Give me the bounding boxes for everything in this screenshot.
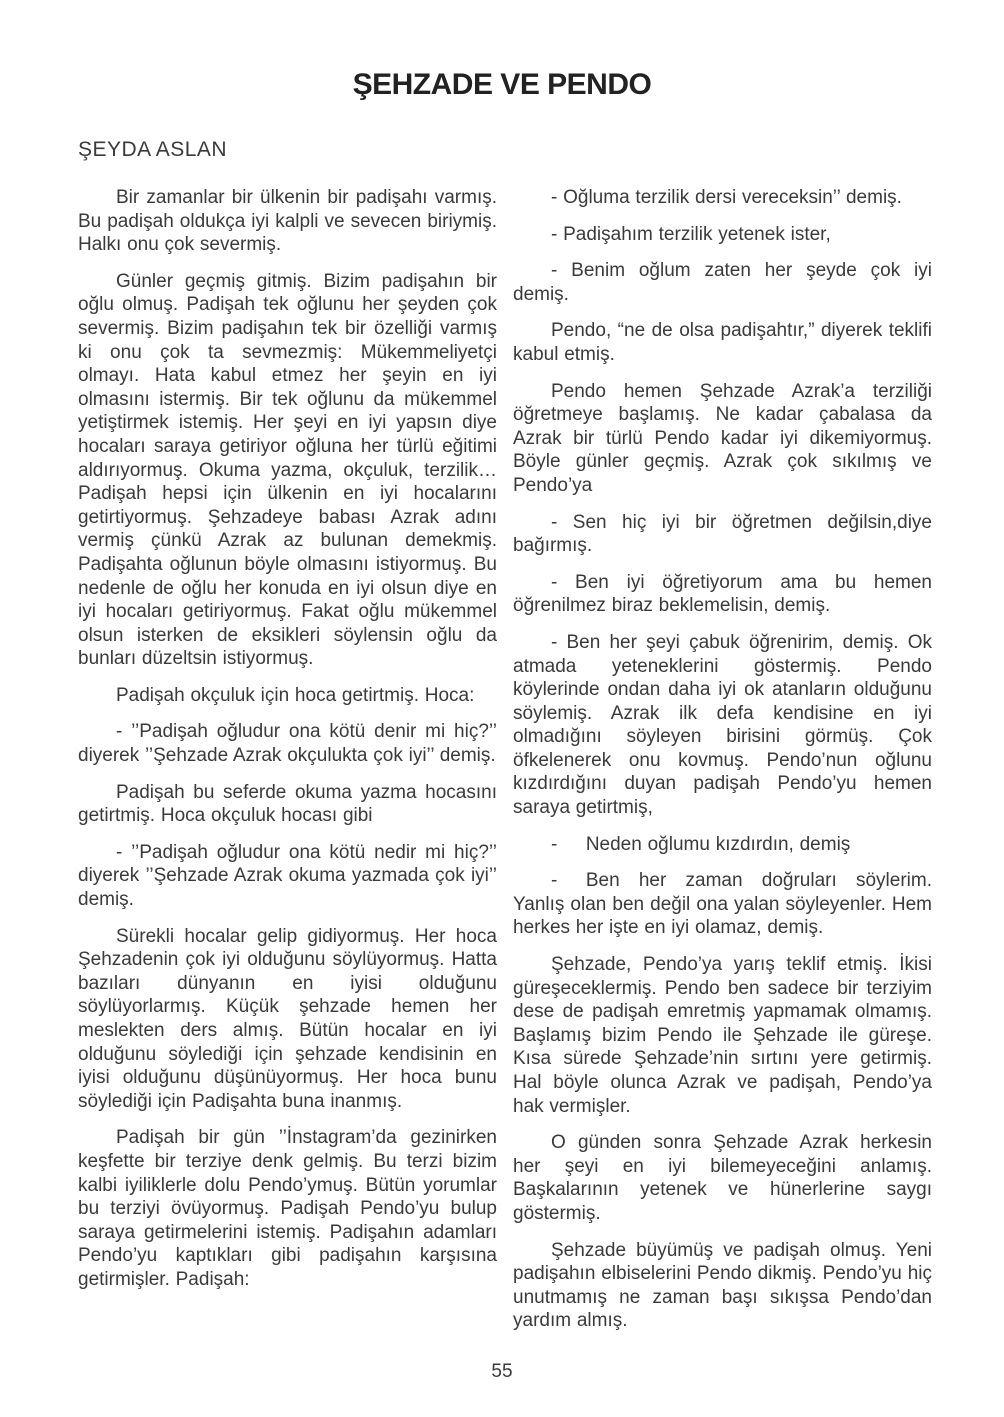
- page-number: 55: [491, 1361, 513, 1382]
- paragraph-dialogue: - Ben her zaman doğruları söylerim. Yanlış olan ben değil ona yalan söyleyenler. Hem herkes her işte en iyi olamaz, demiş.: [513, 870, 932, 939]
- paragraph-dialogue: - ’’Padişah oğludur ona kötü denir mi hiç?’’ diyerek ’’Şehzade Azrak okçulukta çok iyi’’ demiş.: [78, 721, 497, 767]
- text-columns: [78, 186, 932, 1346]
- paragraph-dialogue: - Padişahım terzilik yetenek ister,: [551, 223, 831, 245]
- paragraph: Padişah bir gün ’’İnstagram’da gezinirken keşfette bir terziye denk gelmiş. Bu terzi bizim kalbi iyiliklerle dolu Pendo’ymuş. Bütün yorumlar bu terziyi övüyormuş. Padişah Pendo’yu bulup saraya getirmelerini istemiş. Padişahın adamları Pendo’yu kaptıkları gibi padişahın karşısına getirmişler. Padişah:: [78, 1127, 497, 1290]
- paragraph: Şehzade, Pendo’ya yarış teklif etmiş. İkisi güreşeceklermiş. Pendo ben sadece bir terziyim dese de padişah emretmiş yapmamak olmamış. Başlamış bizim Pendo ile Şehzade ile güreşe. Kısa sürede Şehzade’nin sırtını yere getirmiş. Hal böyle olunca Azrak ve padişah, Pendo’ya hak vermişler.: [513, 954, 932, 1117]
- paragraph-dialogue: - Benim oğlum zaten her şeyde çok iyi demiş.: [513, 260, 932, 305]
- paragraph-dialogue: - Neden oğlumu kızdırdın, demiş: [551, 833, 851, 855]
- paragraph: O günden sonra Şehzade Azrak herkesin her şeyi en iyi bilemeyeceğini anlamış. Başkalarının yetenek ve hünerlerine saygı göstermiş.: [513, 1132, 932, 1224]
- paragraph: Şehzade büyümüş ve padişah olmuş. Yeni padişahın elbiselerini Pendo dikmiş. Pendo’yu hiç unutmamış ne zaman başı sıkışsa Pendo’dan yardım almış.: [513, 1239, 932, 1332]
- paragraph: Pendo, “ne de olsa padişahtır,” diyerek teklifi kabul etmiş.: [513, 320, 932, 365]
- paragraph-dialogue: - ’’Padişah oğludur ona kötü nedir mi hiç?’’ diyerek ’’Şehzade Azrak okuma yazmada çok iyi’’ demiş.: [78, 841, 497, 911]
- paragraph-dialogue: - Ben her şeyi çabuk öğrenirim, demiş. Ok atmada yeteneklerini göstermiş. Pendo köylerinde ondan daha iyi ok atanların olduğunu söylemiş. Azrak ilk defa kendisine en iyi olmadığını söyleyen birisini görmüş. Çok öfkelenerek onu kovmuş. Pendo’nun oğlunu kızdırdığını duyan padişah Pendo’yu hemen saraya getirtmiş,: [513, 631, 932, 819]
- paragraph: Padişah bu seferde okuma yazma hocasını getirtmiş. Hoca okçuluk hocası gibi: [78, 781, 497, 827]
- paragraph: Pendo hemen Şehzade Azrak’a terziliği öğretmeye başlamış. Ne kadar çabalasa da Azrak bir türlü Pendo kadar iyi dikemiyormuş. Böyle günler geçmiş. Azrak çok sıkılmış ve Pendo’ya: [513, 380, 932, 496]
- left-column: [78, 186, 497, 1346]
- paragraph: Padişah okçuluk için hoca getirtmiş. Hoca:: [116, 684, 475, 706]
- paragraph-dialogue: - Oğluma terzilik dersi vereceksin’’ demiş.: [551, 187, 902, 208]
- author-name: ŞEYDA ASLAN: [78, 138, 228, 161]
- paragraph: Bir zamanlar bir ülkenin bir padişahı varmış. Bu padişah oldukça iyi kalpli ve sevecen biriymiş. Halkı onu çok severmiş.: [78, 187, 497, 256]
- page-title: ŞEHZADE VE PENDO: [352, 68, 652, 101]
- right-column: [513, 186, 932, 1346]
- paragraph-dialogue: - Ben iyi öğretiyorum ama bu hemen öğrenilmez biraz beklemelisin, demiş.: [513, 571, 932, 617]
- paragraph-dialogue: - Sen hiç iyi bir öğretmen değilsin,diye bağırmış.: [513, 511, 932, 557]
- paragraph: Günler geçmiş gitmiş. Bizim padişahın bir oğlu olmuş. Padişah tek oğlunu her şeyden çok severmiş. Bizim padişahın tek bir özelliği varmış ki onu çok ta sevmezmiş: Mükemmeliyetçi olmayı. Hata kabul etmez her şeyin en iyi olmasını istermiş. Bir tek oğlunu da mükemmel yetiştirmek istemiş. Her şeyi en iyi yapsın diye hocaları saraya getiriyor oğluna her türlü eğitimi aldırıyormuş. Okuma yazma, okçuluk, terzilik… Padişah hepsi için ülkenin en iyi hocalarını getirtiyormuş. Şehzadeye babası Azrak adını vermiş çünkü Azrak az bulunan demekmiş. Padişahta oğlunun böyle olmasını istiyormuş. Bu nedenle de oğlu her konuda en iyi olsun diye en iyi hocaları getiriyormuş. Fakat oğlu mükemmel olsun isterken de eksikleri söylensin oğlu da bunları düzeltsin istiyormuş.: [78, 270, 497, 670]
- paragraph: Sürekli hocalar gelip gidiyormuş. Her hoca Şehzadenin çok iyi olduğunu söylüyormuş. Hatta bazıları dünyanın en iyisi olduğunu söylüyorlarmış. Küçük şehzade hemen her meslekten ders almış. Bütün hocalar en iyi olduğunu söylediği için şehzade kendisinin en iyisi olduğunu düşünüyormuş. Her hoca bunu söylediği için Padişahta buna inanmış.: [78, 925, 497, 1112]
